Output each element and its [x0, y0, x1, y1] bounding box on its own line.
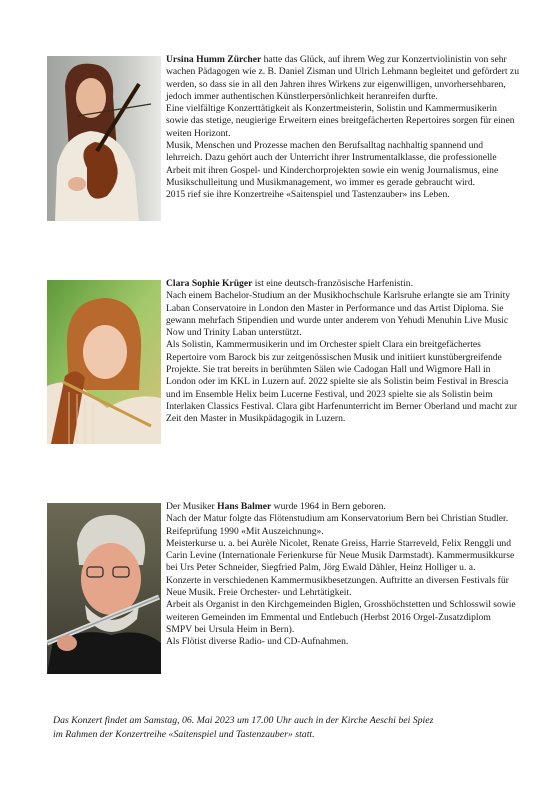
bio-paragraph: Der Musiker Hans Balmer wurde 1964 in Bern geboren. [166, 501, 386, 512]
harpist-photo [47, 280, 161, 444]
bio-paragraph: Arbeit als Organist in den Kirchgemeinden Biglen, Grosshöchstetten und Schlosswil sowie weiteren Gemeinden im Emmental und Entlebuch (Herbst 2016 Orgel-Zusatzdiplom SMPV bei Ursula Heim in Bern). [166, 599, 516, 635]
bio-paragraph: Meisterkurse u. a. bei Aurèle Nicolet, Renate Greiss, Harrie Starreveld, Felix Renggli und Carin Levine (Internationale Ferienkurse für Neue Musik Darmstadt). Kammermusikkurse bei Urs Peter Schneider, Siegfried Palm, Jörg Ewald Dähler, Heinz Holliger u. a. [166, 537, 515, 574]
bio-paragraph: Eine vielfältige Konzerttätigkeit als Konzertmeisterin, Solistin und Kammermusikerin sowie das stetige, neugierige Erweitern eines breitgefächerten Repertoires sorgen für einen weiten Horizont. [166, 103, 515, 139]
flutist-photo [47, 503, 161, 674]
bio-ursina-humm-zuercher [47, 54, 519, 223]
musician-name: Ursina Humm Zürcher [166, 54, 262, 65]
musician-name: Hans Balmer [217, 501, 272, 512]
bio-paragraph: Konzerte in verschiedenen Kammermusikbesetzungen. Auftritte an diversen Festivals für Neue Musik. Freie Orchester- und Lehrtätigkeit. [166, 574, 509, 599]
bio-paragraph: 2015 rief sie ihre Konzertreihe «Saitenspiel und Tastenzauber» ins Leben. [166, 189, 450, 201]
bio-paragraph: Nach einem Bachelor-Studium an der Musikhochschule Karlsruhe erlangte sie am Trinity Laban Conservatoire in London den Master in Performance und das Artist Diploma. Sie gewann mehrfach Stipendien und wurde unter anderem von Yehudi Menuhin Live Music Now und Trinity Laban unterstützt. [166, 290, 511, 339]
concert-note [53, 714, 523, 741]
musician-name: Clara Sophie Krüger [166, 278, 253, 289]
bio-paragraph: Musik, Menschen und Prozesse machen den Berufsalltag nachhaltig spannend und lehrreich. Dazu gehört auch der Unterricht ihrer Instrumentalklasse, die professionelle Arbeit mit ihren Gospel- und Kinderchorprojekten sowie ein wenig Journalismus, eine Musikschulleitung und Musikmanagement, wo immer es gerade gebraucht wird. [166, 140, 499, 188]
bio-paragraph: Clara Sophie Krüger ist eine deutsch-französische Harfenistin. [166, 278, 413, 289]
bio-paragraph: Nach der Matur folgte das Flötenstudium am Konservatorium Bern bei Christian Studler. Reifeprüfung 1990 «Mit Auszeichnung». [166, 513, 509, 537]
bio-paragraph: Als Flötist diverse Radio- und CD-Aufnahmen. [166, 636, 349, 648]
bio-clara-sophie-krueger [47, 278, 519, 446]
violinist-photo [47, 56, 161, 221]
concert-note-line: Das Konzert findet am Samstag, 06. Mai 2023 um 17.00 Uhr auch in der Kirche Aeschi bei Spiez [53, 715, 434, 726]
bio-paragraph: Ursina Humm Zürcher hatte das Glück, auf ihrem Weg zur Konzertviolinistin von sehr wachen Pädagogen wie z. B. Daniel Zisman und Ulrich Lehmann begleitet und gefördert zu werden, so dass sie in all den Jahren ihres Wirkens zur eigenwilligen, unvorhersehbaren, jedoch immer authentischen Künstlerpersönlichkeit heranreifen durfte. [166, 54, 519, 102]
concert-note-line: im Rahmen der Konzertreihe «Saitenspiel und Tastenzauber» statt. [53, 728, 315, 740]
bio-hans-balmer [47, 501, 519, 676]
bio-paragraph: Als Solistin, Kammermusikerin und im Orchester spielt Clara ein breitgefächertes Repertoire vom Barock bis zur zeitgenössischen Musik und initiiert kunstübergreifende Projekte. Sie trat bereits in berühmten Sälen wie Cadogan Hall und Wigmore Hall in London oder im KKL in Luzern auf. 2022 spielte sie als Solistin beim Festival in Brescia und im Ensemble Helix beim Lucerne Festival, und 2023 spielte sie als Solistin beim Interlaken Classics Festival. Clara gibt Harfenunterricht im Berner Oberland und macht zur Zeit den Master in Musikpädagogik in Luzern. [166, 339, 518, 425]
